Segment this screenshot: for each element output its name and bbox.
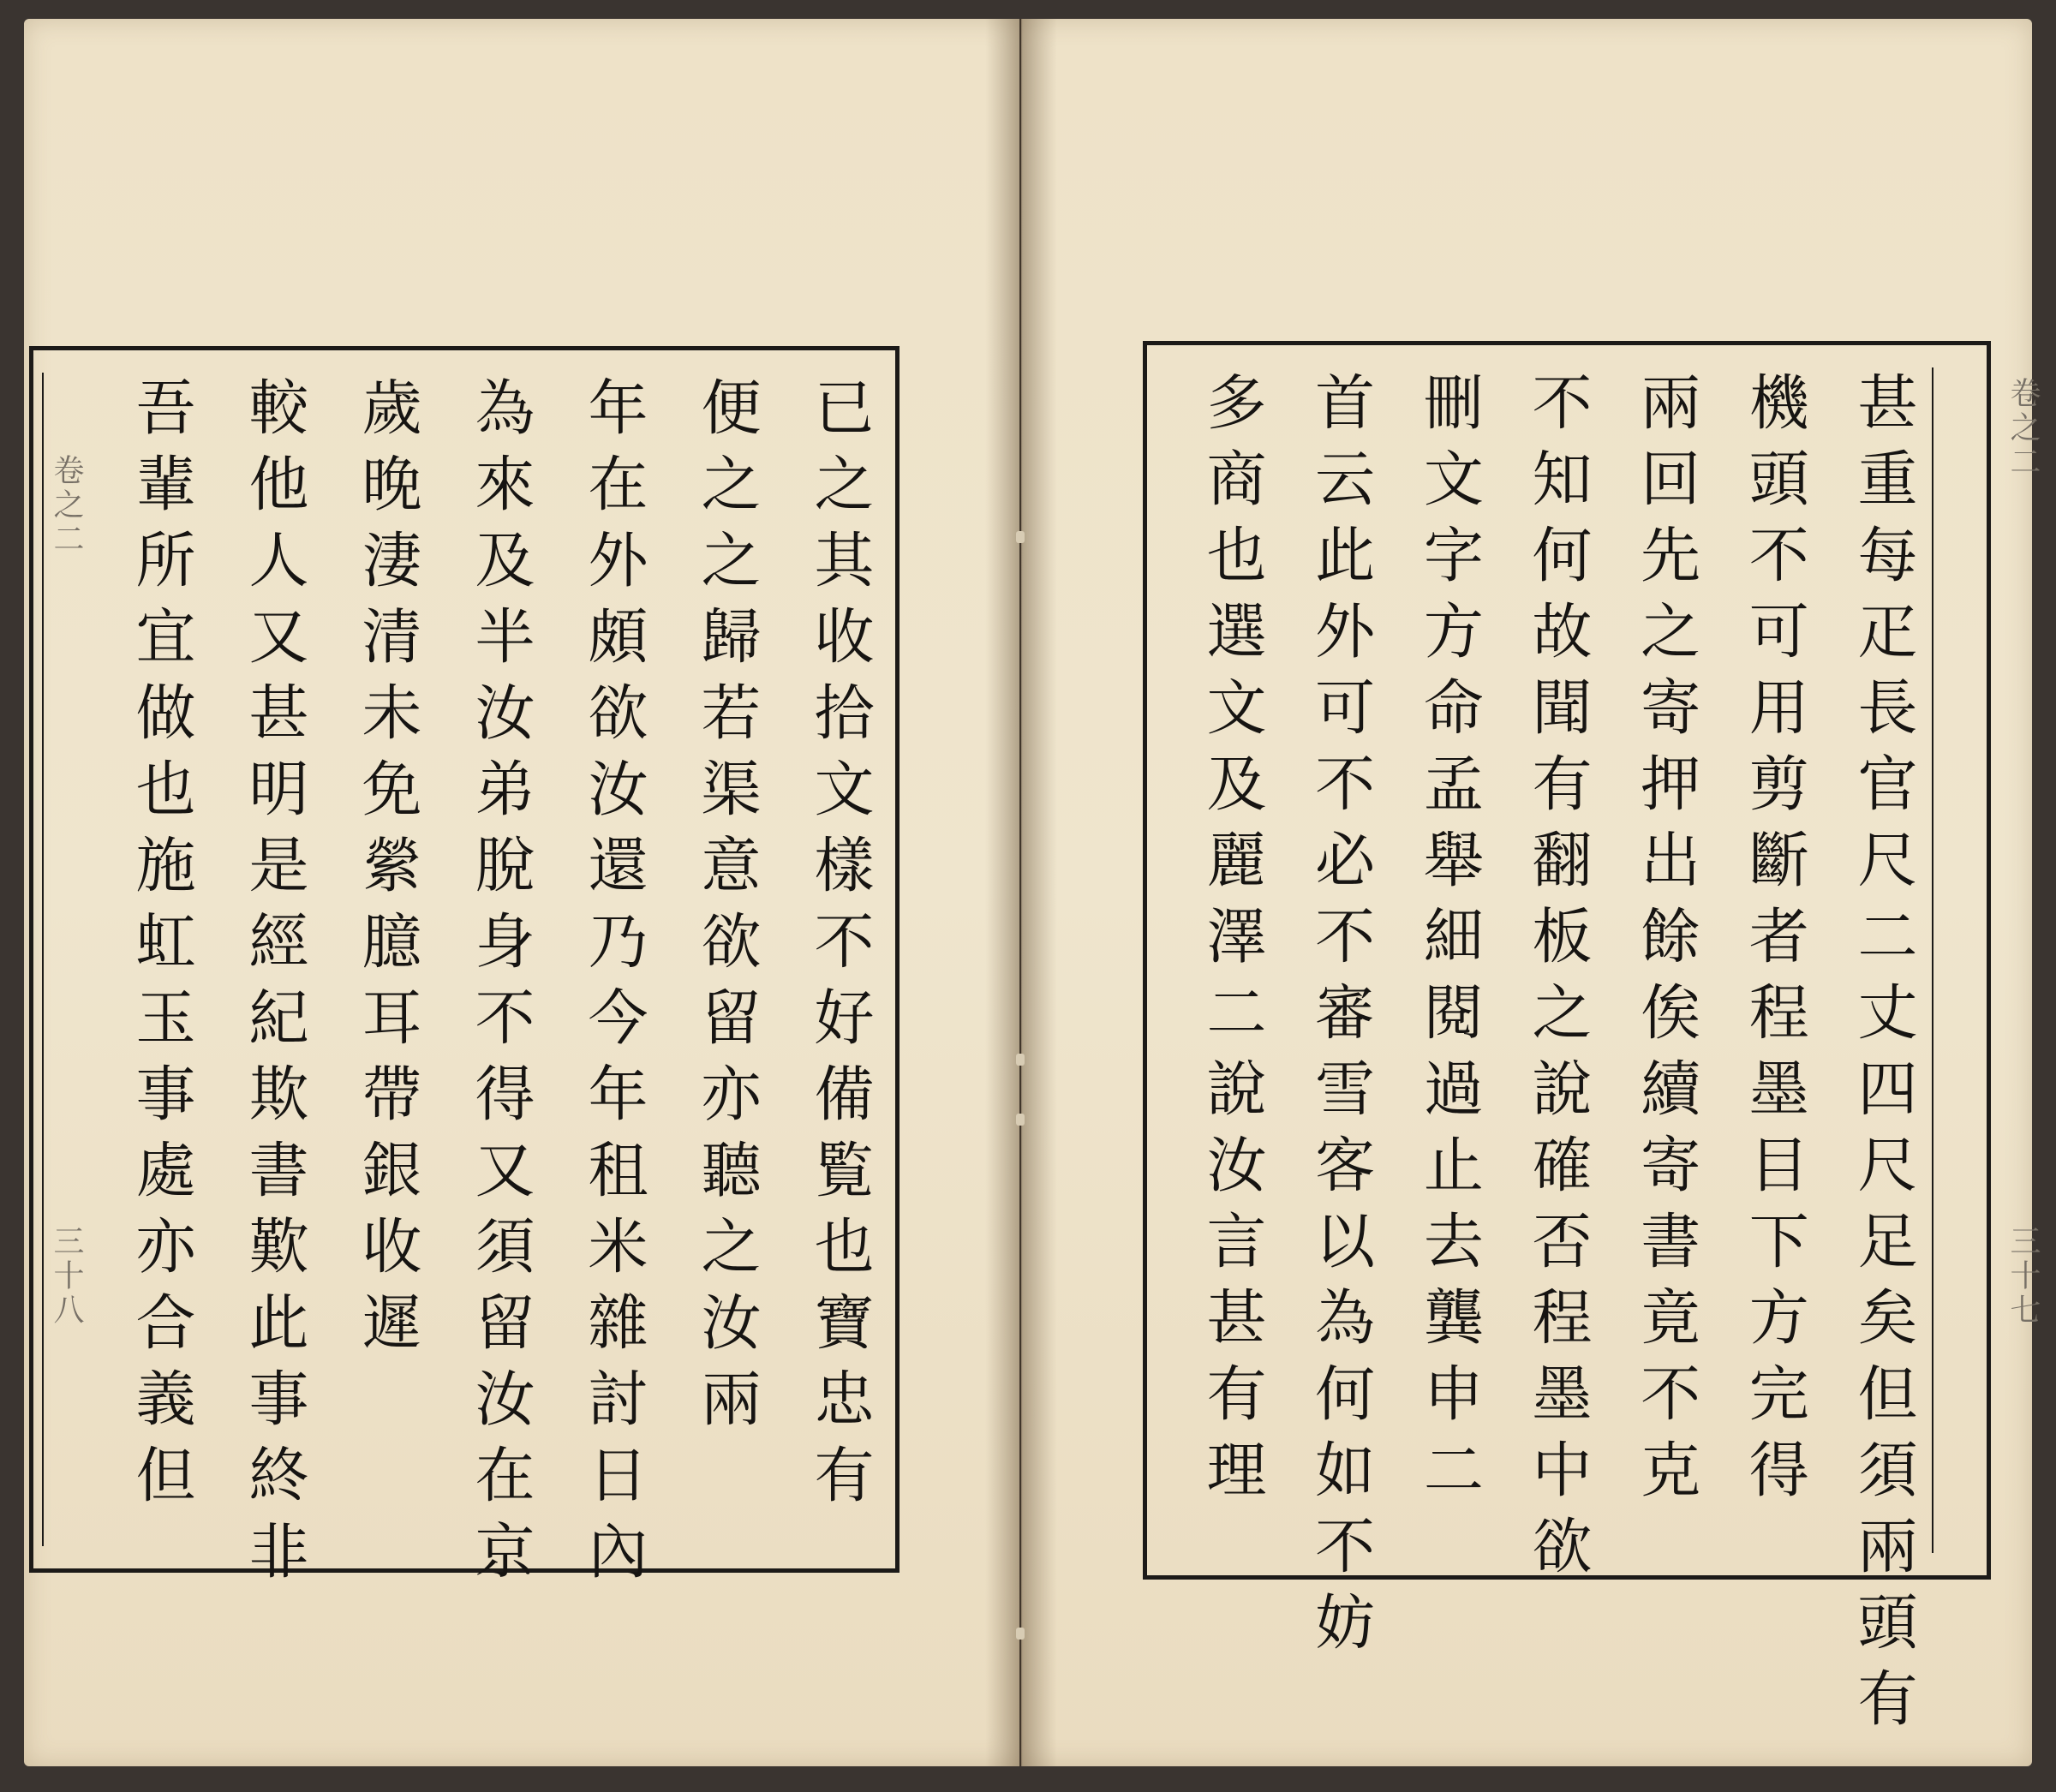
left-margin-title: 卷之二	[49, 454, 84, 557]
text-column: 較他人又甚明是經紀欺書歎此事終非	[239, 376, 309, 1596]
left-text-frame	[29, 346, 900, 1596]
binding-stitch	[1016, 1114, 1025, 1126]
text-column: 機頭不可用剪斷者程墨目下方完得	[1739, 371, 1810, 1514]
text-column: 不知何故聞有翻板之說確否程墨中欲	[1521, 371, 1593, 1591]
right-text-frame	[1143, 341, 1991, 1743]
right-margin-page-number: 三十七	[2005, 1225, 2041, 1328]
binding-stitch	[1016, 1054, 1025, 1066]
text-column: 為來及半汝弟脫身不得又須留汝在京	[465, 376, 535, 1596]
text-column: 已之其收拾文樣不好備覧也寶忠有	[804, 376, 875, 1520]
left-frame-edge-strip	[42, 373, 88, 1546]
text-column: 歲晚淒清未免縈臆耳帶銀收遲	[352, 376, 422, 1367]
text-column: 便之之歸若渠意欲留亦聽之汝兩	[691, 376, 762, 1443]
binding-stitch	[1016, 531, 1025, 543]
text-column: 吾輩所宜做也施虹玉事處亦合義但	[126, 376, 196, 1520]
text-column: 甚重每疋長官尺二丈四尺足矣但須兩頭有	[1847, 371, 1918, 1743]
text-column: 多商也選文及麗澤二說汝言甚有理	[1197, 371, 1267, 1514]
binding-stitch	[1016, 1628, 1025, 1640]
text-column: 刪文字方命孟舉細閱過止去龔申二	[1414, 371, 1485, 1514]
right-text-columns	[1176, 371, 1918, 1743]
book-gutter	[985, 19, 1057, 1766]
left-margin-page-number: 三十八	[49, 1225, 84, 1328]
right-frame-edge-strip	[1932, 367, 1978, 1553]
right-margin-title: 卷之二	[2005, 377, 2041, 480]
text-column: 首云此外可不必不審雪客以為何如不妨	[1305, 371, 1376, 1667]
left-text-columns	[105, 376, 875, 1596]
text-column: 年在外頗欲汝還乃今年租米雜討日內	[578, 376, 648, 1596]
text-column: 兩回先之寄押出餘俟續寄書竟不克	[1630, 371, 1701, 1514]
